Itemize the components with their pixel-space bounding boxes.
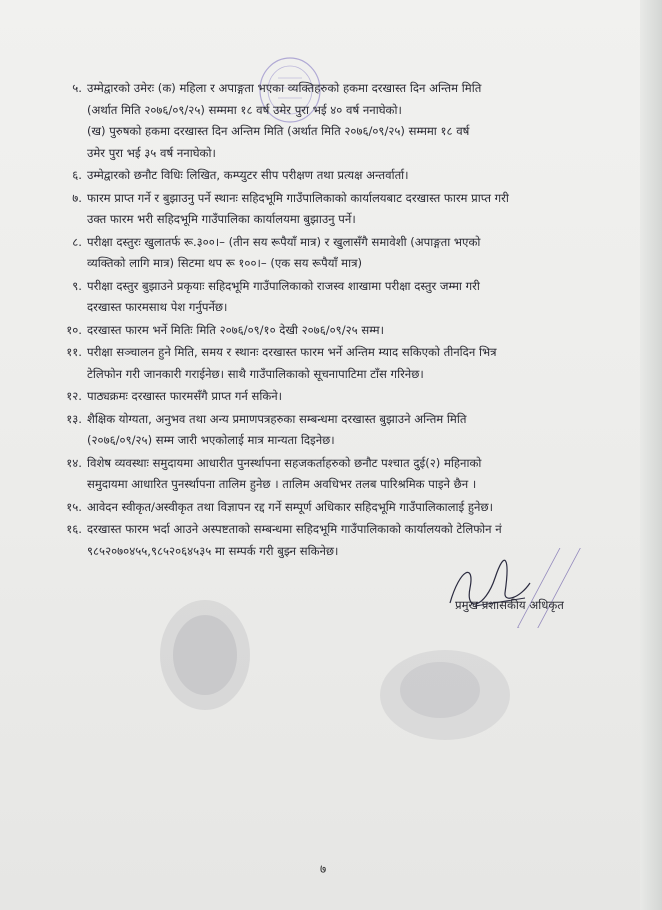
item-line: उमेर पुरा भई ३५ वर्ष ननाघेको। [87, 145, 216, 160]
ink-smudge [370, 640, 520, 750]
item-number: ८. [72, 234, 82, 249]
item-text [87, 276, 592, 319]
signatory-title: प्रमुख प्रशासकीय अधिकृत [455, 598, 564, 612]
item-number: ७. [72, 190, 82, 205]
item-text [87, 188, 592, 231]
item-line: दरखास्त फारम भर्दा आउने अस्पष्टताको सम्बन्धमा सहिदभूमि गाउँपालिकाको कार्यालयको टेलिफोन नं [87, 522, 502, 536]
item-line: (२०७६/०९/२५) सम्म जारी भएकोलाई मात्र मान्यता दिइनेछ। [87, 433, 335, 447]
item-line: परीक्षा दस्तुर बुझाउने प्रकृयाः सहिदभूमि गाउँपालिकाको राजस्व शाखामा परीक्षा दस्तुर जम्मा गरी [87, 278, 480, 293]
item-line: पाठ्यक्रमः दरखास्त फारमसँगै प्राप्त गर्न सकिने। [87, 389, 283, 403]
item-line: ९८५२०७०४५५,९८५२०६४५३५ मा सम्पर्क गरी बुझ्न सकिनेछ। [87, 543, 339, 558]
item-number: ५. [72, 81, 82, 95]
item-text [87, 232, 592, 275]
item-line: उम्मेद्वारको छनौट विधिः लिखित, कम्प्युटर सीप परीक्षण तथा प्रत्यक्ष अन्तर्वार्ता। [87, 168, 409, 182]
item-line: शैक्षिक योग्यता, अनुभव तथा अन्य प्रमाणपत्रहरुका सम्बन्धमा दरखास्त बुझाउने अन्तिम मिति [87, 411, 467, 426]
item-text [87, 409, 592, 452]
item-text [87, 320, 592, 342]
notice-item [52, 342, 592, 385]
item-line: फारम प्राप्त गर्ने र बुझाउनु पर्ने स्थानः सहिदभूमि गाउँपालिकाको कार्यालयबाट दरखास्त फारम प्राप्त गरी [87, 190, 509, 205]
signature-and-stamp [430, 548, 630, 628]
item-line: समुदायमा आधारित पुनर्स्थापना तालिम हुनेछ । तालिम अवधिभर तलब पारिश्रमिक पाइने छैन । [87, 477, 477, 491]
item-line: (ख) पुरुषको हकमा दरखास्त दिन अन्तिम मिति (अर्थात मिति २०७६/०९/२५) सम्ममा १८ वर्ष [87, 124, 470, 138]
item-text [87, 165, 592, 187]
item-line: परीक्षा सञ्चालन हुने मिति, समय र स्थानः दरखास्त फारम भर्ने अन्तिम म्याद सकिएको तीनदिन भित्र [87, 345, 497, 359]
item-number: १४. [66, 455, 82, 470]
item-text [87, 342, 592, 385]
item-text [87, 497, 592, 519]
item-line: विशेष व्यवस्थाः समुदायमा आधारीत पुनर्स्थापना सहजकर्ताहरुको छनौट पश्चात दुई(२) महिनाको [87, 455, 482, 470]
item-line: दरखास्त फारमसाथ पेश गर्नुपर्नेछ। [87, 300, 228, 314]
item-line: व्यक्तिको लागि मात्र) सिटमा थप रू १००।– (एक सय रूपैयाँ मात्र) [87, 256, 363, 270]
notice-item-list [52, 78, 592, 563]
page-number: ७ [320, 862, 327, 876]
ink-smudge [150, 590, 260, 720]
item-line: (अर्थात मिति २०७६/०९/२५) सम्ममा १८ वर्ष उमेर पुरा भई ४० वर्ष ननाघेको। [87, 102, 402, 117]
item-line: उक्त फारम भरी सहिदभूमि गाउँपालिका कार्यालयमा बुझाउनु पर्ने। [87, 212, 356, 226]
notice-item [52, 453, 592, 496]
notice-item [52, 320, 592, 342]
item-number: १६. [66, 522, 82, 536]
item-text [87, 386, 592, 408]
item-line: आवेदन स्वीकृत/अस्वीकृत तथा विज्ञापन रद्द गर्ने सम्पूर्ण अधिकार सहिदभूमि गाउँपालिकालाई हुनेछ। [87, 499, 493, 514]
notice-item [52, 386, 592, 408]
item-number: ६. [72, 168, 82, 182]
item-number: १३. [66, 411, 82, 426]
notice-item [52, 276, 592, 319]
item-line: परीक्षा दस्तुरः खुलातर्फ रू.३००।– (तीन सय रूपैयाँ मात्र) र खुलासँगै समावेशी (अपाङ्गता भएको [87, 234, 481, 249]
item-number: ११. [66, 345, 82, 359]
item-number: १२. [66, 389, 82, 403]
item-line: टेलिफोन गरी जानकारी गराईनेछ। साथै गाउँपालिकाको सूचनापाटिमा टाँस गरिनेछ। [87, 366, 424, 381]
item-number: १५. [66, 499, 82, 514]
item-text [87, 78, 592, 164]
notice-item [52, 78, 592, 164]
notice-item [52, 409, 592, 452]
item-text [87, 453, 592, 496]
notice-item [52, 232, 592, 275]
item-line: उम्मेद्वारको उमेरः (क) महिला र अपाङ्गता भएका व्यक्तिहरुको हकमा दरखास्त दिन अन्तिम मिति [87, 81, 482, 95]
notice-item [52, 188, 592, 231]
notice-item [52, 165, 592, 187]
item-line: दरखास्त फारम भर्ने मितिः मिति २०७६/०९/१० देखी २०७६/०९/२५ सम्म। [87, 322, 384, 337]
item-number: ९. [72, 278, 82, 293]
notice-item [52, 497, 592, 519]
item-number: १०. [66, 322, 82, 337]
page-edge [640, 0, 662, 910]
